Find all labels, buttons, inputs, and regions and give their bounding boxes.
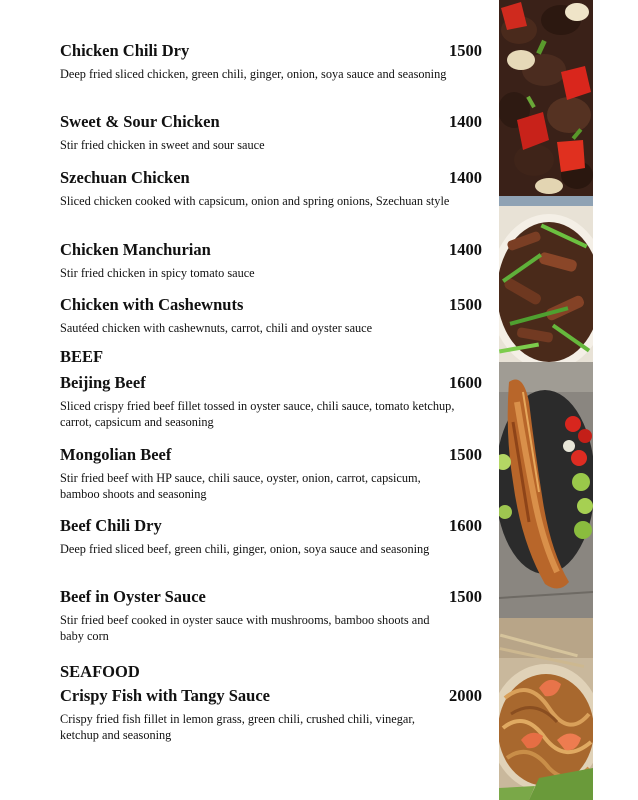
section-heading-beef: BEEF bbox=[60, 347, 104, 366]
food-photo-strip bbox=[499, 0, 593, 800]
dish-price: 2000 bbox=[449, 686, 482, 705]
dish-name: Chicken Chili Dry bbox=[60, 41, 190, 60]
dish-description: Sautéed chicken with cashewnuts, carrot, chili and oyster sauce bbox=[60, 321, 373, 335]
menu-item bbox=[60, 686, 482, 743]
dish-price: 1500 bbox=[449, 445, 482, 464]
menu-item bbox=[60, 295, 482, 336]
noodle-prawn-photo bbox=[499, 618, 593, 800]
dish-description: Stir fried beef cooked in oyster sauce with mushrooms, bamboo shoots and baby corn bbox=[60, 613, 430, 643]
dish-price: 1500 bbox=[449, 587, 482, 606]
menu-item bbox=[60, 240, 482, 281]
dish-price: 1600 bbox=[449, 373, 482, 392]
dish-name: Beef in Oyster Sauce bbox=[60, 587, 206, 606]
menu-item bbox=[60, 168, 482, 209]
menu-item bbox=[60, 373, 482, 430]
dish-description: Deep fried sliced chicken, green chili, ginger, onion, soya sauce and seasoning bbox=[60, 67, 447, 81]
menu-item bbox=[60, 41, 482, 82]
dish-price: 1400 bbox=[449, 240, 482, 259]
dish-price: 1500 bbox=[449, 41, 482, 60]
dish-description: Deep fried sliced beef, green chili, ginger, onion, soya sauce and seasoning bbox=[60, 542, 430, 556]
dish-name: Chicken Manchurian bbox=[60, 240, 211, 259]
dish-description: Sliced crispy fried beef fillet tossed in oyster sauce, chili sauce, tomato ketchup, carrot, capsicum and seasoning bbox=[60, 399, 455, 429]
dish-name: Szechuan Chicken bbox=[60, 168, 190, 187]
section-heading-seafood: SEAFOOD bbox=[60, 662, 140, 681]
menu-item bbox=[60, 516, 482, 557]
dish-name: Mongolian Beef bbox=[60, 445, 172, 464]
dish-description: Stir fried chicken in spicy tomato sauce bbox=[60, 266, 255, 280]
stir-fry-beef-photo bbox=[499, 206, 593, 362]
dish-price: 1600 bbox=[449, 516, 482, 535]
dish-name: Sweet & Sour Chicken bbox=[60, 112, 220, 131]
dish-name: Beijing Beef bbox=[60, 373, 146, 392]
dish-name: Crispy Fish with Tangy Sauce bbox=[60, 686, 270, 705]
menu-item bbox=[60, 112, 482, 153]
dish-name: Beef Chili Dry bbox=[60, 516, 162, 535]
dish-price: 1500 bbox=[449, 295, 482, 314]
dish-price: 1400 bbox=[449, 112, 482, 131]
dish-description: Stir fried chicken in sweet and sour sauce bbox=[60, 138, 265, 152]
dish-description: Crispy fried fish fillet in lemon grass, green chili, crushed chili, vinegar, ketchup and seasoning bbox=[60, 712, 416, 742]
chili-chicken-photo bbox=[499, 0, 593, 206]
dish-description: Stir fried beef with HP sauce, chili sauce, oyster, onion, carrot, capsicum, bamboo shoots and seasoning bbox=[60, 471, 421, 501]
dish-name: Chicken with Cashewnuts bbox=[60, 295, 244, 314]
menu-item bbox=[60, 587, 482, 644]
menu-item bbox=[60, 445, 482, 502]
dish-description: Sliced chicken cooked with capsicum, onion and spring onions, Szechuan style bbox=[60, 194, 450, 208]
dish-price: 1400 bbox=[449, 168, 482, 187]
fried-fish-photo bbox=[499, 362, 593, 618]
